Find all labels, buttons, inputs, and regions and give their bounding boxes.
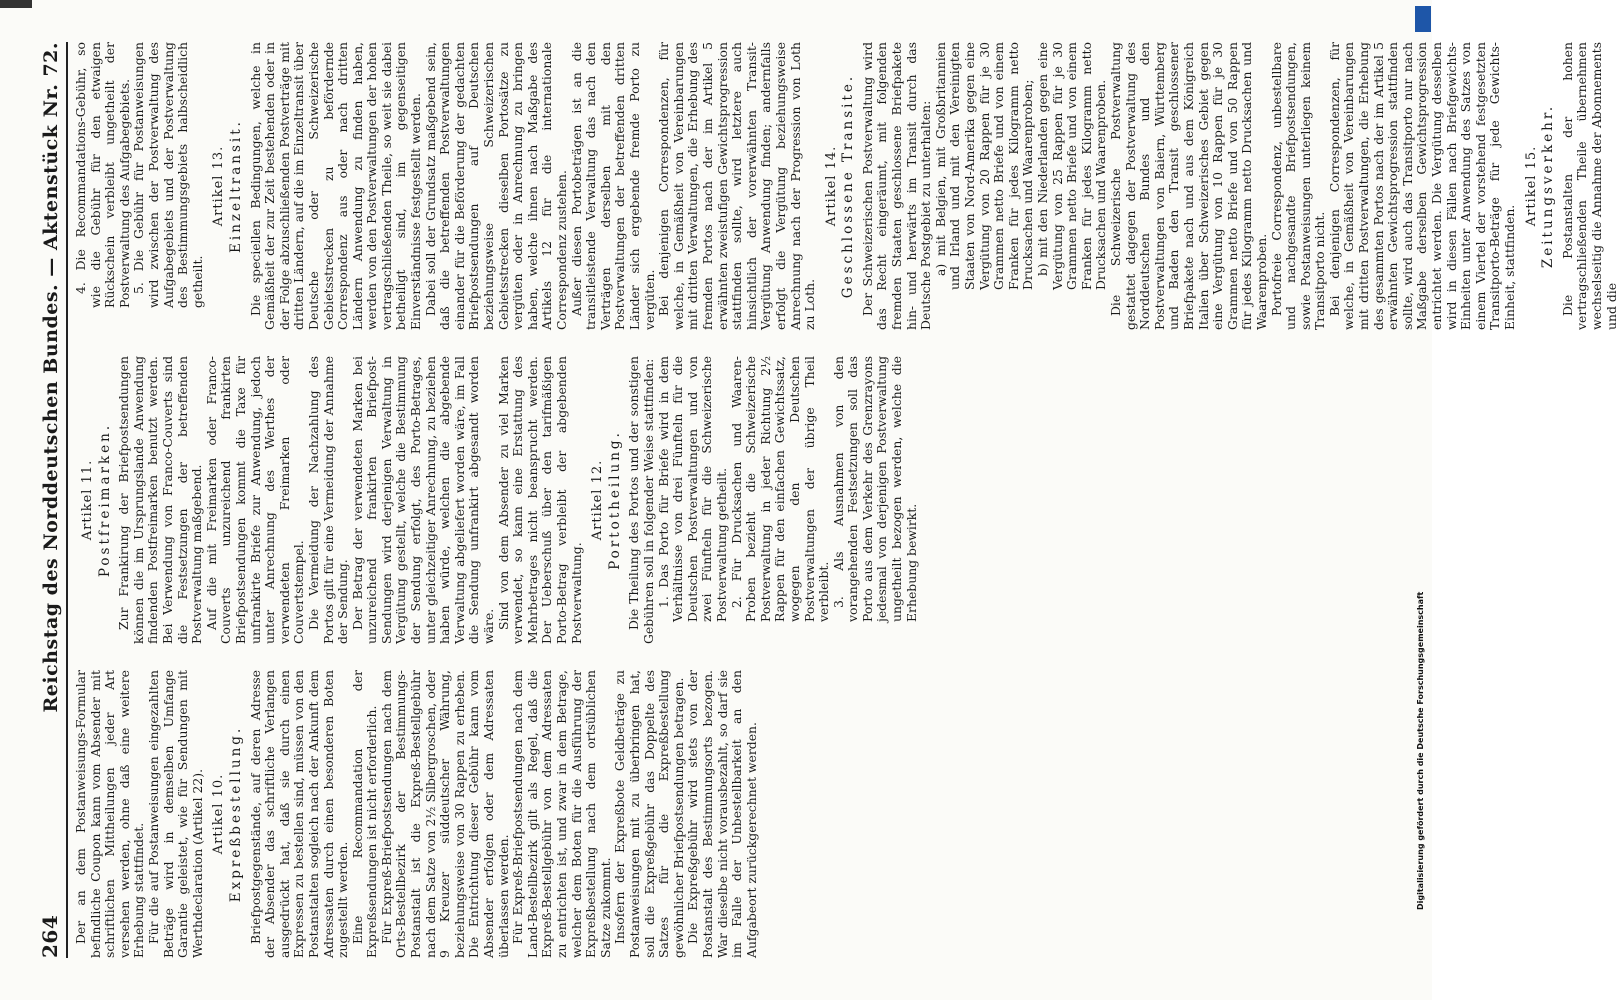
column-3 — [73, 42, 1619, 330]
paragraph: Die Theilung des Portos und der sonstigen Gebühren soll in folgender Weise stattfinden: — [626, 356, 656, 644]
numbered-item: 4. Die Recommandations-Gebühr, so wie die Gebühr für den etwaigen Rückschein verbleibt ungetheilt der Postverwaltung des Aufgabegebiets. — [73, 42, 132, 308]
paragraph: Für die auf Postanweisungen eingezahlten Beträge wird in demselben Umfange Garantie geleistet, wie für Sendungen mit Werthdeclaration (Artikel 22). — [145, 670, 205, 958]
paragraph: Außer diesen Portobeträgen ist an die transitleistende Verwaltung das nach den Verträgen derselben mit den Postverwaltungen der betreffenden dritten Länder sich ergebende fremde Porto zu vergüten. — [568, 42, 657, 330]
paragraph: Für Expreß-Briefpostsendungen nach dem Orts-Bestellbezirk der Bestimmungs-Postanstalt ist die Expreß-Bestellgebühr nach dem Satze von 2½ Silbergroschen, oder 9 Kreuzer süddeutscher Währung, beziehungsweise von 30 Rappen zu erheben. Die Entrichtung dieser Gebühr kann vom Absender erfolgen oder dem Adressaten überlassen werden. — [378, 670, 511, 958]
paragraph: Portofreie Correspondenz, unbestellbare und nachgesandte Briefpostsendungen, sowie Postanweisungen unterliegen keinem Transitporto nicht. — [1268, 42, 1328, 330]
digitization-note: Digitalisierung gefördert durch die Deutsche Forschungsgemeinschaft — [1416, 591, 1425, 910]
article-title: Expreßbestellung. — [227, 725, 244, 903]
article-title: Einzeltransit. — [227, 119, 244, 253]
article-heading: Artikel 12. — [590, 459, 606, 541]
paragraph: Sind von dem Absender zu viel Marken verwendet, so kann eine Erstattung des Mehrbetrages nicht beansprucht werden. Der Ueberschuß über den tarifmäßigen Porto-Betrag verbleibt der abgebenden Postverwaltung. — [495, 356, 584, 644]
article-heading: Artikel 11. — [80, 459, 95, 541]
paragraph: Die Schweizerische Postverwaltung gestattet dagegen der Postverwaltung des Norddeutschen Bundes und den Postverwaltungen von Baiern, Württemberg und Baden den Transit geschlossener Briefpakete nach und aus dem Königreich Italien über Schweizerisches Gebiet gegen eine Vergütung von 10 Rappen für je 30 Grammen netto Briefe und von 50 Rappen für jedes Kilogramm netto Drucksachen und Waarenproben. — [1107, 42, 1269, 330]
numbered-item: 3. Als Ausnahmen von den vorangehenden Festsetzungen soll das Porto aus dem Verkehr des Grenzrayons jedesmal von derjenigen Postverwaltung ungetheilt bezogen werden, welche die Erhebung bewirkt. — [830, 356, 919, 622]
paragraph: Eine Recommandation der Expreßsendungen ist nicht erforderlich. — [349, 670, 380, 958]
article-title: Zeitungsverkehr. — [1540, 103, 1557, 269]
numbered-item: 2. Für Drucksachen und Waaren-Proben bezieht die Schweizerische Postverwaltung in jeder Richtung 2½ Rappen für den einfachen Gewichtssatz, wogegen den Deutschen Postverwaltungen der übrige Theil verbleibt. — [728, 356, 832, 622]
paragraph: Bei denjenigen Correspondenzen, für welche, in Gemäßheit von Vereinbarungen mit dritten Postverwaltungen, die Erhebung des gesammten Portos nach der im Artikel 5 erwähnten Gewichtsprogression stattfinden sollte, wird auch das Transitporto nur nach Maßgabe derselben Gewichtsprogression entrichtet werden. Die Vergütung desselben wird in diesen Fällen nach Briefgewichts-Einheiten unter Anwendung des Satzes von einem Viertel der vorstehend festgesetzten Transitporto-Beträge für jede Gewichts-Einheit, stattfinden. — [1326, 42, 1517, 330]
paragraph: Bei denjenigen Correspondenzen, für welche, in Gemäßheit von Vereinbarungen mit dritten Verwaltungen, die Erhebung des fremden Portos nach der im Artikel 5 erwähnten zweistufigen Gewichtsprogression stattfinden sollte, wird letztere auch hinsichtlich der vorerwähnten Transit-Vergütung Anwendung finden; andernfalls erfolgt die Vergütung beziehungsweise Anrechnung nach der Progression von Loth zu Loth. — [656, 42, 818, 330]
dfg-logo — [1415, 6, 1431, 32]
paragraph: Der Betrag der verwendeten Marken bei unzureichend frankirten Briefpost-Sendungen wird derjenigen Verwaltung in Vergütung gestellt, welche die Bestimmung der Sendung erfolgt, des Porto-Betrages, unter gleichzeitiger Anrechnung, zu beziehen haben würde, welchen die abgebende Verwaltung abgeliefert worden wäre, im Fall die Sendung unfrankirt abgesandt worden wäre. — [349, 356, 497, 644]
paragraph: Der Schweizerischen Postverwaltung wird das Recht eingeräumt, mit folgenden fremden Staaten geschlossene Briefpakete hin- und herwärts im Transit durch das Deutsche Postgebiet zu unterhalten: — [859, 42, 934, 330]
lettered-item: b) mit den Niederlanden gegen eine Vergütung von 25 Rappen für je 30 Grammen netto Briefe und von einem Franken für jedes Kilogramm netto Drucksachen und Waarenproben. — [1035, 42, 1109, 290]
running-head: Reichstag des Norddeutschen Bundes. — Aktenstück Nr. 72. — [40, 42, 62, 713]
paragraph: Zur Frankirung der Briefpostsendungen können die im Ursprungslande Anwendung findenden Postfreimarken benutzt werden. Bei Verwendung von Franco-Couverts sind die Festsetzungen der betreffenden Postverwaltung maßgebend. — [116, 356, 205, 644]
article-title: Geschlossene Transite. — [840, 73, 857, 299]
numbered-item: 1. Das Porto für Briefe wird in dem Verhältnisse von drei Fünfteln für die Deutschen Postverwaltungen und von zwei Fünfteln für die Schweizerische Postverwaltung getheilt. — [655, 356, 729, 622]
paragraph: Dabei soll der Grundsatz maßgebend sein, daß die betreffenden Postverwaltungen einander für die Beförderung der gedachten Briefpostsendungen auf Deutschen beziehungsweise Schweizerischen Gebietsstrecken dieselben Portosätze zu vergüten oder in Anrechnung zu bringen haben, welche ihnen nach Maßgabe des Artikels 12 für die internationale Correspondenz zustehen. — [422, 42, 569, 330]
scan-corner-mark — [0, 0, 32, 8]
column-1 — [74, 670, 1364, 958]
page-number: 264 — [38, 914, 62, 958]
lettered-item: a) mit Belgien, mit Großbritannien und Irland und mit den Vereinigten Staaten von Nord-Amerika gegen eine Vergütung von 20 Rappen für je 30 Grammen netto Briefe und von einem Franken für jedes Kilogramm netto Drucksachen und Waarenproben; — [932, 42, 1036, 290]
article-title: Postfreimarken. — [96, 422, 113, 578]
paragraph: Die Postanstalten der hohen vertragschließenden Theile übernehmen wechselseitig die Annahme der Abonnements und die — [1559, 42, 1619, 330]
paragraph: Die Expreßgebühr wird stets von der Postanstalt des Bestimmungsorts bezogen. War dieselbe nicht vorausbezahlt, so darf sie im Falle der Unbestellbarkeit an den Aufgabeort zurückgerechnet werden. — [685, 670, 759, 958]
column-2 — [74, 356, 1364, 644]
paragraph: Auf die mit Freimarken oder Franco-Couverts unzureichend frankirten Briefpostsendungen kommt die Taxe für unfrankirte Briefe zur Anwendung, jedoch unter Anrechnung des Werthes der verwendeten Freimarken oder Couvertstempel. — [203, 356, 307, 644]
paragraph: Die speciellen Bedingungen, welche in Gemäßheit der zur Zeit bestehenden oder in der Folge abzuschließenden Postverträge mit dritten Ländern, auf die im Einzeltransit über Deutsche oder Schweizerische Gebietsstrecken zu befördernde Correspondenz aus oder nach dritten Ländern Anwendung zu finden haben, werden von den Postverwaltungen der hohen vertragschließenden Theile, so weit sie dabei betheiligt sind, im gegenseitigen Einverständnisse festgestellt werden. — [247, 42, 424, 330]
paragraph: Für Expreß-Briefpostsendungen nach dem Land-Bestellbezirk gilt als Regel, daß die Expreß-Bestellgebühr von dem Adressaten zu entrichten ist, und zwar in dem Betrage, welcher dem Boten für die Ausführung der Expreßbestellung nach dem ortsüblichen Satze zukommt. — [510, 670, 613, 958]
paragraph: Insofern der Expreßbote Geldbeträge zu Postanweisungen mit zu überbringen hat, soll die Expreßgebühr das Doppelte des Satzes für die Expreßbestellung gewöhnlicher Briefpostsendungen betragen. — [612, 670, 686, 958]
article-heading: Artikel 10. — [211, 773, 227, 855]
article-heading: Artikel 14. — [823, 145, 839, 227]
article-heading: Artikel 13. — [211, 145, 227, 227]
page-header — [38, 42, 68, 958]
paragraph: Der an dem Postanweisungs-Formular befindliche Coupon kann vom Absender mit schriftlichen Mittheilungen jeder Art versehen werden, ohne daß eine weitere Erhebung stattfindet. — [73, 670, 147, 958]
paragraph: Briefpostgegenstände, auf deren Adresse der Absender das schriftliche Verlangen ausgedrückt hat, daß sie durch einen Expressen zu bestellen sind, müssen von den Postanstalten sogleich nach der Ankunft dem Adressaten durch einen besonderen Boten zugestellt werden. — [247, 670, 351, 958]
article-heading: Artikel 15. — [1523, 145, 1539, 227]
paragraph: Die Vermeidung der Nachzahlung des Portos gilt für eine Vermeidung der Annahme der Sendung. — [305, 356, 351, 644]
numbered-item: 5. Die Gebühr für Postanweisungen wird zwischen der Postverwaltung des Aufgabegebiets und der Postverwaltung des Bestimmungsgebiets halbscheidlich getheilt. — [131, 42, 205, 308]
article-title: Portotheilung. — [606, 430, 623, 570]
